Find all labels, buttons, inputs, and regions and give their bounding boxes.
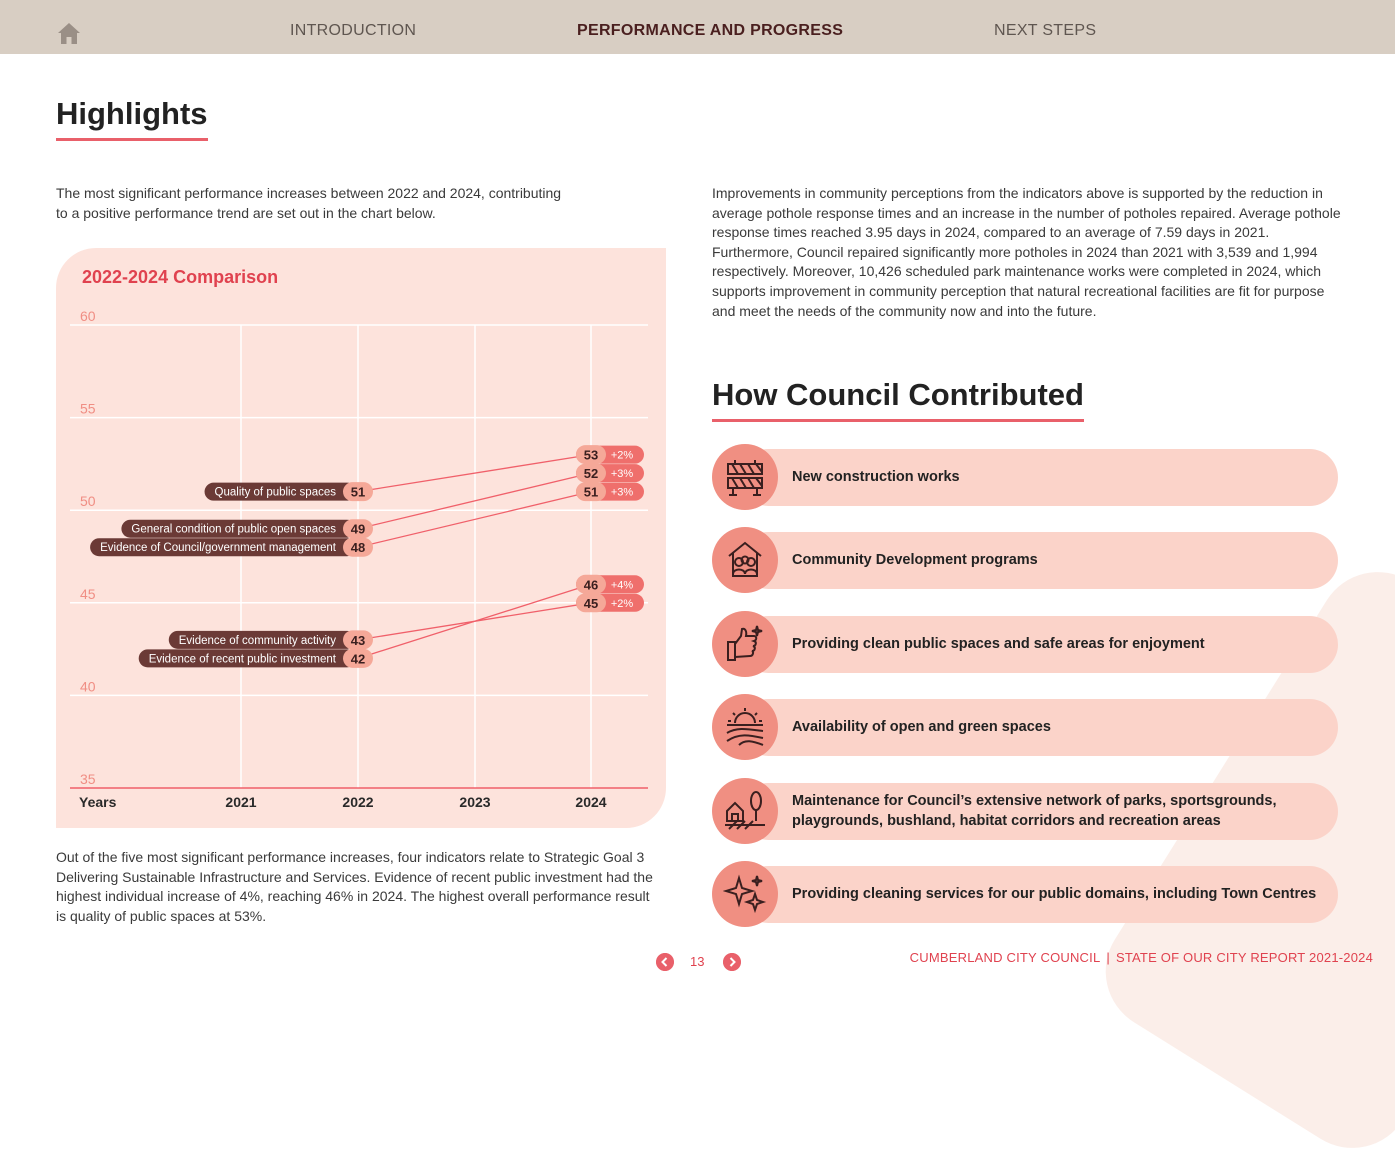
icon-circle — [712, 527, 778, 593]
change-label: +4% — [610, 579, 634, 592]
change-label: +2% — [610, 449, 634, 462]
series-name-label: Evidence of Council/government management — [100, 542, 336, 555]
contribution-label: Community Development programs — [792, 552, 1038, 568]
community-icon — [723, 538, 767, 582]
contribution-label: Maintenance for Council’s extensive network of parks, sportsgrounds, playgrounds, bushland, habitat corridors and recreation areas — [792, 793, 1277, 829]
contribution-item — [712, 694, 1340, 760]
series-name-label: General condition of public open spaces — [131, 523, 336, 536]
y-tick-label: 50 — [80, 493, 96, 510]
barrier-icon — [723, 455, 767, 499]
series-name-label: Quality of public spaces — [214, 486, 336, 499]
end-value-label: 52 — [583, 466, 599, 482]
thumbs-up-sparkle-icon — [723, 622, 767, 666]
icon-circle — [712, 611, 778, 677]
farm-tree-icon — [723, 789, 767, 833]
sparkles-icon — [723, 872, 767, 916]
next-page-button[interactable] — [723, 953, 741, 971]
contribution-item — [712, 861, 1340, 927]
contribution-item — [712, 611, 1340, 677]
x-tick-label: 2024 — [575, 794, 607, 810]
start-value-label: 51 — [350, 484, 366, 500]
y-tick-label: 60 — [80, 308, 96, 324]
start-value-label: 49 — [350, 521, 366, 537]
highlights-title: Highlights — [56, 96, 208, 141]
footer-org: CUMBERLAND CITY COUNCIL — [909, 950, 1101, 965]
series-name-label: Evidence of community activity — [178, 634, 336, 647]
end-value-label: 46 — [583, 577, 599, 593]
contribution-item — [712, 444, 1340, 510]
summary-paragraph: Out of the five most significant performance increases, four indicators relate to Strategic Goal 3 Delivering Sustainable Infrastructure and Services. Evidence of recent public investment had the highest individual increase of 4%, reaching 46% in 2024. The highest overall performance result is quality of public spaces at 53%. — [56, 849, 653, 924]
x-tick-label: 2021 — [225, 794, 257, 810]
end-value-label: 53 — [583, 447, 599, 463]
icon-circle — [712, 694, 778, 760]
pothole-paragraph: Improvements in community perceptions from the indicators above is supported by the reduction in average pothole response times and an increase in the number of potholes repaired. Average pothole response times reached 3.95 days in 2024, compared to an average of 7.59 days in 2021. Furthermore, Council repaired significantly more potholes in 2024 than 2021 with 3,539 and 1,994 respectively. Moreover, 10,426 scheduled park maintenance works were completed in 2024, which supports improvement in community perception that natural recreational facilities are fit for purpose and meet the needs of the community now and into the future. — [712, 185, 1341, 319]
footer-report: STATE OF OUR CITY REPORT 2021-2024 — [1115, 950, 1373, 965]
change-label: +3% — [610, 486, 634, 499]
contribution-item — [712, 778, 1340, 844]
x-tick-label: 2023 — [459, 794, 491, 810]
change-label: +2% — [610, 597, 634, 610]
x-tick-label: 2022 — [342, 794, 374, 810]
start-value-label: 43 — [350, 632, 366, 648]
nav-introduction[interactable]: INTRODUCTION — [290, 22, 417, 39]
change-label: +3% — [610, 468, 634, 481]
start-value-label: 48 — [350, 540, 366, 556]
y-tick-label: 40 — [80, 678, 96, 695]
page-number: 13 — [690, 954, 705, 969]
icon-circle — [712, 444, 778, 510]
icon-circle — [712, 778, 778, 844]
series-name-label: Evidence of recent public investment — [148, 653, 336, 666]
contribution-label: Providing cleaning services for our public domains, including Town Centres — [792, 886, 1317, 902]
end-value-label: 51 — [583, 484, 599, 500]
contribution-item — [712, 527, 1340, 593]
contribution-label: New construction works — [792, 469, 960, 485]
icon-circle — [712, 861, 778, 927]
y-tick-label: 55 — [80, 400, 96, 417]
y-tick-label: 35 — [80, 771, 96, 787]
nav-next-steps[interactable]: NEXT STEPS — [994, 22, 1097, 39]
highlights-intro: The most significant performance increases between 2022 and 2024, contributing to a positive performance trend are set out in the chart below. — [56, 185, 562, 221]
nav-performance-and-progress[interactable]: PERFORMANCE AND PROGRESS — [577, 22, 844, 39]
how-council-contributed-title: How Council Contributed — [712, 377, 1084, 422]
contribution-label: Availability of open and green spaces — [792, 719, 1051, 735]
end-value-label: 45 — [583, 595, 599, 611]
footer-separator: | — [1106, 950, 1110, 965]
x-axis-label: Years — [79, 794, 117, 810]
contribution-label: Providing clean public spaces and safe areas for enjoyment — [792, 636, 1205, 652]
sunrise-fields-icon — [723, 705, 767, 749]
y-tick-label: 45 — [80, 585, 96, 602]
chart-title: 2022-2024 Comparison — [82, 267, 279, 287]
footer — [910, 950, 1373, 965]
start-value-label: 42 — [350, 651, 366, 667]
prev-page-button[interactable] — [656, 953, 674, 971]
